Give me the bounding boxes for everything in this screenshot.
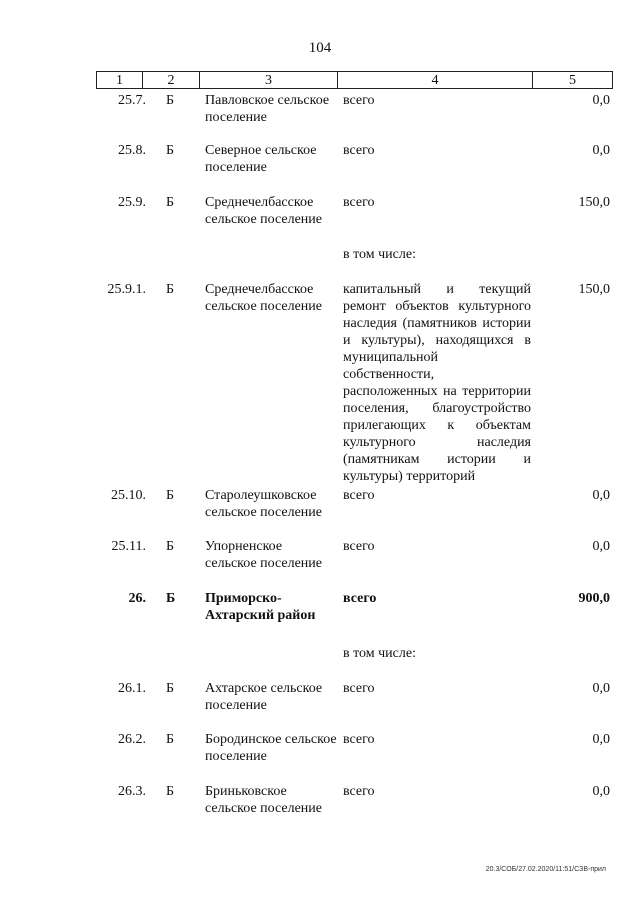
- row-description: всего: [343, 784, 375, 799]
- row-name: Северное сельское поселение: [205, 143, 317, 175]
- header-col-3: 3: [200, 72, 338, 88]
- row-description: всего: [343, 93, 375, 108]
- row-number: 25.7.: [118, 93, 146, 108]
- row-category: Б: [166, 93, 175, 108]
- row-name: Бородинское сельское поселение: [205, 732, 337, 764]
- header-col-4: 4: [338, 72, 533, 88]
- row-description: всего: [343, 539, 375, 554]
- row-name: Среднечелбасское сельское поселение: [205, 282, 322, 314]
- row-name: Упорненское сельское поселение: [205, 539, 322, 571]
- row-value: 0,0: [592, 732, 610, 747]
- row-description: в том числе:: [343, 247, 416, 262]
- row-number: 25.9.: [118, 195, 146, 210]
- row-value: 150,0: [578, 195, 610, 210]
- row-category: Б: [166, 784, 175, 799]
- row-value: 0,0: [592, 488, 610, 503]
- row-category: Б: [166, 143, 175, 158]
- row-description: капитальный и текущий ремонт объектов культурного наследия (памятников истории и культуры), находящихся в муниципальной собственности, расположенных на территории поселения, благоустройство прилегающих к объектам культурного наследия (памятникам истории и культуры) территорий: [343, 282, 531, 484]
- row-number: 26.: [128, 591, 146, 606]
- row-value: 0,0: [592, 539, 610, 554]
- header-col-5: 5: [569, 73, 576, 88]
- row-category: Б: [166, 539, 175, 554]
- row-number: 26.2.: [118, 732, 146, 747]
- row-category: Б: [166, 195, 175, 210]
- header-col-2: 2: [143, 72, 200, 88]
- row-name: Бриньковское сельское поселение: [205, 784, 322, 816]
- row-description: всего: [343, 488, 375, 503]
- row-value: 150,0: [578, 282, 610, 297]
- row-description: всего: [343, 591, 377, 606]
- page-number: 104: [308, 40, 332, 56]
- row-number: 26.1.: [118, 681, 146, 696]
- row-value: 0,0: [592, 784, 610, 799]
- row-name: Приморско-Ахтарский район: [205, 591, 316, 623]
- row-category: Б: [166, 591, 176, 606]
- row-value: 0,0: [592, 93, 610, 108]
- row-category: Б: [166, 732, 175, 747]
- row-number: 25.11.: [111, 539, 146, 554]
- row-name: Старолеушковское сельское поселение: [205, 488, 322, 520]
- row-description: всего: [343, 681, 375, 696]
- row-value: 900,0: [578, 591, 610, 606]
- row-number: 26.3.: [118, 784, 146, 799]
- row-category: Б: [166, 488, 175, 503]
- row-value: 0,0: [592, 681, 610, 696]
- row-description: всего: [343, 143, 375, 158]
- row-description: в том числе:: [343, 646, 416, 661]
- row-number: 25.10.: [111, 488, 146, 503]
- header-col-1: 1: [97, 72, 143, 88]
- row-description: всего: [343, 732, 375, 747]
- row-name: Ахтарское сельское поселение: [205, 681, 323, 713]
- row-category: Б: [166, 681, 175, 696]
- row-category: Б: [166, 282, 175, 297]
- row-value: 0,0: [592, 143, 610, 158]
- row-number: 25.9.1.: [107, 282, 146, 297]
- row-number: 25.8.: [118, 143, 146, 158]
- row-name: Павловское сельское поселение: [205, 93, 330, 125]
- document-footer-code: 20.3/СОБ/27.02.2020/11:51/СЗВ-прил: [485, 866, 606, 873]
- table-header: [96, 71, 613, 89]
- row-name: Среднечелбасское сельское поселение: [205, 195, 322, 227]
- row-description: всего: [343, 195, 375, 210]
